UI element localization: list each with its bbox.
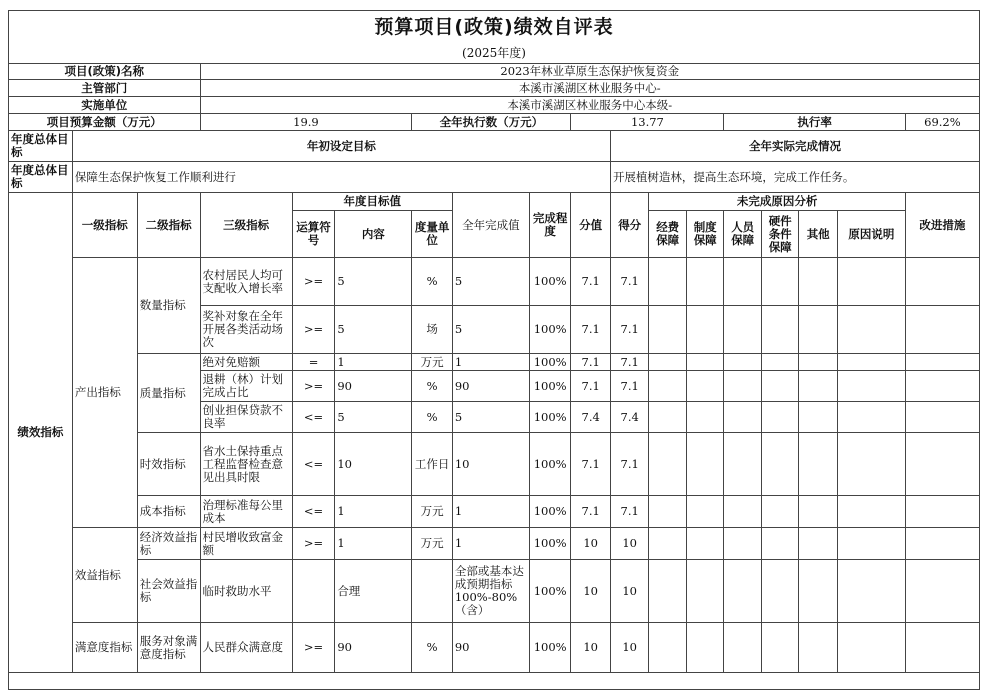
operator: >=	[292, 623, 335, 673]
operator: <=	[292, 433, 335, 496]
completion-degree: 100%	[529, 623, 571, 673]
actual-value: 90	[452, 623, 529, 673]
score-value: 7.1	[571, 354, 611, 371]
social-indicator-label: 社会效益指标	[137, 560, 200, 623]
reason-staff-header: 人员保障	[724, 211, 762, 258]
dept-value: 本溪市溪湖区林业服务中心-	[200, 80, 979, 97]
cost-indicator-label: 成本指标	[137, 496, 200, 528]
actual-value: 1	[452, 496, 529, 528]
operator: >=	[292, 258, 335, 306]
target-content: 5	[335, 306, 412, 354]
goal-header-label: 年度总体目标	[9, 131, 73, 162]
benefit-indicator-label: 效益指标	[72, 528, 137, 623]
service-indicator-label: 服务对象满意度指标	[137, 623, 200, 673]
completion-degree: 100%	[529, 402, 571, 433]
measure-unit: %	[412, 258, 453, 306]
measure-unit: 万元	[412, 496, 453, 528]
planned-goal: 保障生态保护恢复工作顺利进行	[72, 162, 610, 193]
score-value: 10	[571, 528, 611, 560]
score: 7.1	[610, 258, 649, 306]
actual-value: 5	[452, 402, 529, 433]
completion-degree: 100%	[529, 371, 571, 402]
actual-value-header: 全年完成值	[452, 193, 529, 258]
unit-header: 度量单位	[412, 211, 453, 258]
budget-value: 19.9	[200, 114, 412, 131]
completion-degree: 100%	[529, 528, 571, 560]
dept-label: 主管部门	[9, 80, 201, 97]
completion-degree: 100%	[529, 354, 571, 371]
target-content: 1	[335, 496, 412, 528]
content-header: 内容	[335, 211, 412, 258]
indicator-name: 临时救助水平	[200, 560, 292, 623]
completion-degree: 100%	[529, 433, 571, 496]
actual-value: 1	[452, 354, 529, 371]
reason-system-header: 制度保障	[686, 211, 724, 258]
indicator-name: 绝对免赔额	[200, 354, 292, 371]
operator: <=	[292, 496, 335, 528]
operator: >=	[292, 371, 335, 402]
indicator-name: 人民群众满意度	[200, 623, 292, 673]
level2-header: 二级指标	[137, 193, 200, 258]
form-year: (2025年度)	[462, 46, 526, 60]
project-name-value: 2023年林业草原生态保护恢复资金	[200, 64, 979, 80]
actual-goal-header: 全年实际完成情况	[610, 131, 979, 162]
completion-degree: 100%	[529, 258, 571, 306]
project-name-label: 项目(政策)名称	[9, 64, 201, 80]
unit-value: 本溪市溪湖区林业服务中心本级-	[200, 97, 979, 114]
indicator-name: 退耕（林）计划完成占比	[200, 371, 292, 402]
actual-goal: 开展植树造林，提高生态环境，完成工作任务。	[610, 162, 979, 193]
score: 7.1	[610, 371, 649, 402]
measure-unit: 场	[412, 306, 453, 354]
target-content: 5	[335, 258, 412, 306]
actual-value: 5	[452, 306, 529, 354]
operator: >=	[292, 306, 335, 354]
score: 7.1	[610, 354, 649, 371]
score-value: 7.1	[571, 496, 611, 528]
level3-header: 三级指标	[200, 193, 292, 258]
target-content: 90	[335, 623, 412, 673]
op-header: 运算符号	[292, 211, 335, 258]
level1-header: 一级指标	[72, 193, 137, 258]
annual-target-header: 年度目标值	[292, 193, 452, 211]
score-value: 7.1	[571, 306, 611, 354]
score-value: 7.1	[571, 258, 611, 306]
score: 10	[610, 560, 649, 623]
economic-indicator-label: 经济效益指标	[137, 528, 200, 560]
score-value: 7.1	[571, 371, 611, 402]
indicator-name: 农村居民人均可支配收入增长率	[200, 258, 292, 306]
measure-unit: %	[412, 371, 453, 402]
completion-degree: 100%	[529, 560, 571, 623]
quality-indicator-label: 质量指标	[137, 354, 200, 433]
exec-value: 13.77	[571, 114, 724, 131]
unit-label: 实施单位	[9, 97, 201, 114]
measure-unit: 工作日	[412, 433, 453, 496]
actual-value: 全部或基本达成预期指标100%-80%（含）	[452, 560, 529, 623]
score-value: 10	[571, 623, 611, 673]
reason-funding-header: 经费保障	[649, 211, 687, 258]
rate-value: 69.2%	[905, 114, 979, 131]
completion-degree: 100%	[529, 496, 571, 528]
goal-row-label: 年度总体目标	[9, 162, 73, 193]
target-content: 5	[335, 402, 412, 433]
score: 10	[610, 623, 649, 673]
timeliness-indicator-label: 时效指标	[137, 433, 200, 496]
actual-value: 90	[452, 371, 529, 402]
target-content: 合理	[335, 560, 412, 623]
reason-hardware-header: 硬件条件保障	[761, 211, 799, 258]
indicator-name: 创业担保贷款不良率	[200, 402, 292, 433]
perf-indicator-label: 绩效指标	[9, 193, 73, 673]
budget-label: 项目预算金额（万元）	[9, 114, 201, 131]
reason-other-header: 其他	[799, 211, 838, 258]
planned-goal-header: 年初设定目标	[72, 131, 610, 162]
quantity-indicator-label: 数量指标	[137, 258, 200, 354]
indicator-name: 省水土保持重点工程监督检查意见出具时限	[200, 433, 292, 496]
operator: >=	[292, 528, 335, 560]
fix-header: 改进措施	[905, 193, 979, 258]
measure-unit	[412, 560, 453, 623]
score: 7.1	[610, 496, 649, 528]
rate-label: 执行率	[724, 114, 905, 131]
score-value: 7.1	[571, 433, 611, 496]
score-header: 得分	[610, 193, 649, 258]
exec-label: 全年执行数（万元）	[412, 114, 571, 131]
operator	[292, 560, 335, 623]
evaluation-table	[8, 63, 980, 673]
target-content: 1	[335, 354, 412, 371]
measure-unit: %	[412, 623, 453, 673]
actual-value: 5	[452, 258, 529, 306]
target-content: 90	[335, 371, 412, 402]
indicator-name: 村民增收致富金额	[200, 528, 292, 560]
target-content: 10	[335, 433, 412, 496]
indicator-name: 奖补对象在全年开展各类活动场次	[200, 306, 292, 354]
reason-note-header: 原因说明	[837, 211, 905, 258]
measure-unit: %	[412, 402, 453, 433]
score: 10	[610, 528, 649, 560]
score-value: 7.4	[571, 402, 611, 433]
satisfaction-indicator-label: 满意度指标	[72, 623, 137, 673]
score: 7.1	[610, 433, 649, 496]
operator: <=	[292, 402, 335, 433]
indicator-name: 治理标准每公里成本	[200, 496, 292, 528]
completion-degree: 100%	[529, 306, 571, 354]
operator: =	[292, 354, 335, 371]
target-content: 1	[335, 528, 412, 560]
reasons-header: 未完成原因分析	[649, 193, 905, 211]
measure-unit: 万元	[412, 528, 453, 560]
form-title: 预算项目(政策)绩效自评表	[374, 16, 614, 38]
degree-header: 完成程度	[529, 193, 571, 258]
score-value: 10	[571, 560, 611, 623]
actual-value: 10	[452, 433, 529, 496]
score: 7.4	[610, 402, 649, 433]
output-indicator-label: 产出指标	[72, 258, 137, 528]
score: 7.1	[610, 306, 649, 354]
measure-unit: 万元	[412, 354, 453, 371]
actual-value: 1	[452, 528, 529, 560]
score-value-header: 分值	[571, 193, 611, 258]
